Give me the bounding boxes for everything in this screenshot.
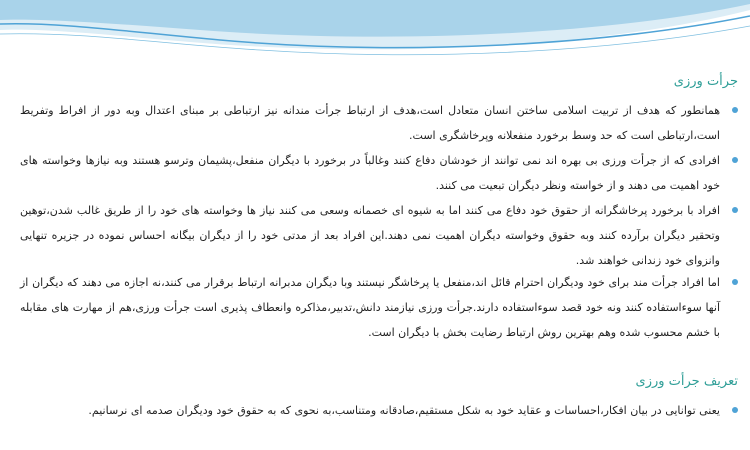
bullet-icon <box>732 279 738 285</box>
bullet-paragraph <box>20 398 720 423</box>
section-heading-definition: تعریف جرأت ورزی <box>635 374 738 389</box>
paragraph-text: افراد با برخورد پرخاشگرانه از حقوق خود دفاع می کنند اما به شیوه ای خصمانه وسعی می کنند نیاز ها وخواسته های خود را از طریق غالب شدن،توهین وتحقیر دیگران برآرده کنند وبه حقوق وخواسته دیگران اهمیت نمی دهند.این افراد بعد از مدتی خود را از دیگران بیگانه احساس نموده در جزیره تنهایی وانزوای خود زندانی خواهند شد. <box>20 204 720 267</box>
paragraph-text: اما افراد جرأت مند برای خود ودیگران احترام قائل اند،منفعل یا پرخاشگر نیستند وبا دیگران مدبرانه ارتباط برقرار می کنند،نه اجازه می دهند که دیگران از آنها سوءاستفاده کنند ونه خود قصد سوءاستفاده دارند.جرأت ورزی نیازمند دانش،تدبیر،مذاکره وانعطاف پذیری است جرأت ورزی،هم از مهارت های مقابله با خشم محسوب شده وهم بهترین روش ارتباط رضایت بخش با دیگران است. <box>20 276 720 339</box>
paragraph-text: یعنی توانایی در بیان افکار،احساسات و عقاید خود به شکل مستقیم،صادقانه ومتناسب،به نحوی که به حقوق خود ودیگران صدمه ای نرسانیم. <box>88 404 720 417</box>
bullet-icon <box>732 107 738 113</box>
bullet-paragraph <box>20 148 720 198</box>
bullet-paragraph <box>20 198 720 273</box>
paragraph-text: همانطور که هدف از تربیت اسلامی ساختن انسان متعادل است،هدف از ارتباط جرأت مندانه نیز ارتباطی بر مبنای اعتدال وبه دور از افراط وتفریط است،ارتباطی است که حد وسط برخورد منفعلانه وپرخاشگری است. <box>20 104 720 142</box>
paragraph-text: افرادی که از جرأت ورزی بی بهره اند نمی توانند از خودشان دفاع کنند وغالباً در برخورد با دیگران منفعل،پشیمان وترسو هستند وبه نیازها وخواسته های خود اهمیت می دهند و از خواسته ونظر دیگران تبعیت می کنند. <box>20 154 720 192</box>
bullet-icon <box>732 157 738 163</box>
section-heading-assertiveness: جرأت ورزی <box>673 74 738 89</box>
bullet-icon <box>732 207 738 213</box>
bullet-icon <box>732 407 738 413</box>
bullet-paragraph <box>20 98 720 148</box>
bullet-paragraph <box>20 270 720 345</box>
